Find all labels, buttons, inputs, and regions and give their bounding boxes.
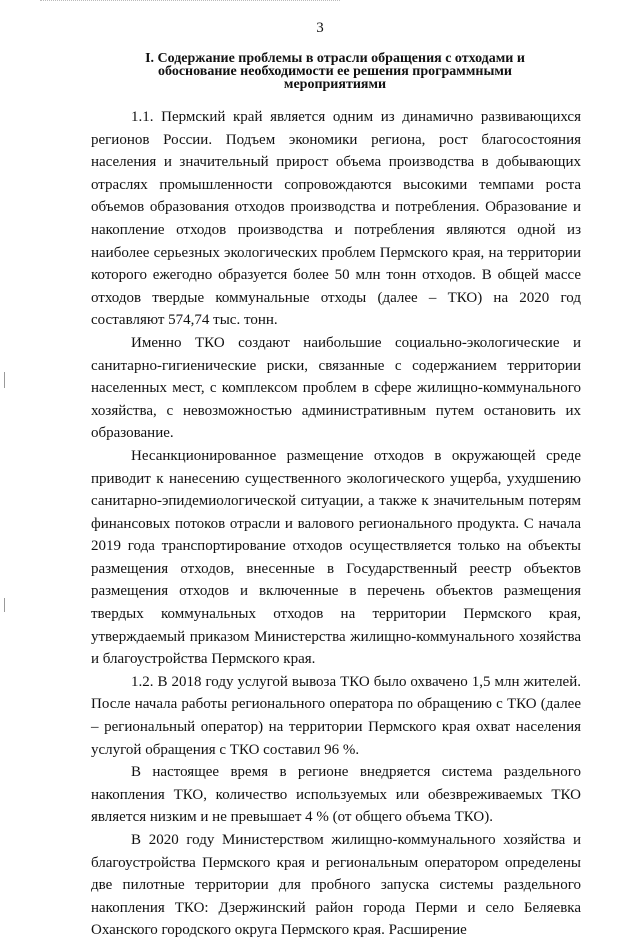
scan-margin-mark	[4, 372, 5, 388]
section-title: I. Содержание проблемы в отрасли обращения с отходами и обоснование необходимости ее решения программными мероприятиями	[145, 51, 525, 92]
page-number: 3	[316, 20, 324, 36]
scan-margin-mark	[4, 598, 5, 612]
document-body	[91, 106, 581, 942]
paragraph-separate-collection: В настоящее время в регионе внедряется система раздельного накопления ТКО, количество используемых или обезвреживаемых ТКО является низким и не превышает 4 % (от общего объема ТКО).	[91, 764, 581, 826]
paragraph-1-1: 1.1. Пермский край является одним из динамично развивающихся регионов России. Подъем экономики региона, рост благосостояния населения и значительный прирост объема производства в добывающих отраслях промышленности сопровождаются высокими темпами роста объемов образования отходов производства и потребления. Образование и накопление отходов производства и потребления являются одной из наиболее серьезных экологических проблем Пермского края, на территории которого ежегодно образуется более 50 млн тонн отходов. В общей массе отходов твердые коммунальные отходы (далее – ТКО) на 2020 год составляют 574,74 тыс. тонн.	[91, 109, 581, 329]
paragraph-tko-risks: Именно ТКО создают наибольшие социально-экологические и санитарно-гигиенические риски, связанные с содержанием территории населенных мест, с комплексом проблем в сфере жилищно-коммунального хозяйства, с невозможностью административным путем остановить их образование.	[91, 334, 581, 442]
paragraph-1-2: 1.2. В 2018 году услугой вывоза ТКО было охвачено 1,5 млн жителей. После начала работы регионального оператора по обращению с ТКО (далее – региональный оператор) на территории Пермского края охват населения услугой обращения с ТКО составил 96 %.	[91, 673, 581, 758]
paragraph-pilot-territories: В 2020 году Министерством жилищно-коммунального хозяйства и благоустройства Пермского края и региональным оператором определены две пилотные территории для пробного запуска системы раздельного накопления ТКО: Дзержинский район города Перми и село Беляевка Оханского городского округа Пермского края. Расширение	[91, 832, 581, 939]
scan-top-rule	[40, 0, 340, 2]
paragraph-unauthorized-disposal: Несанкционированное размещение отходов в окружающей среде приводит к нанесению существенного экологического ущерба, ухудшению санитарно-эпидемиологической ситуации, а также к значительным потерям финансовых потоков отрасли и валового регионального продукта. С начала 2019 года транспортирование отходов осуществляется только на объекты размещения отходов, внесенные в Государственный реестр объектов размещения отходов и включенные в перечень объектов размещения твердых коммунальных отходов на территории Пермского края, утверждаемый приказом Министерства жилищно-коммунального хозяйства и благоустройства Пермского края.	[91, 447, 581, 668]
